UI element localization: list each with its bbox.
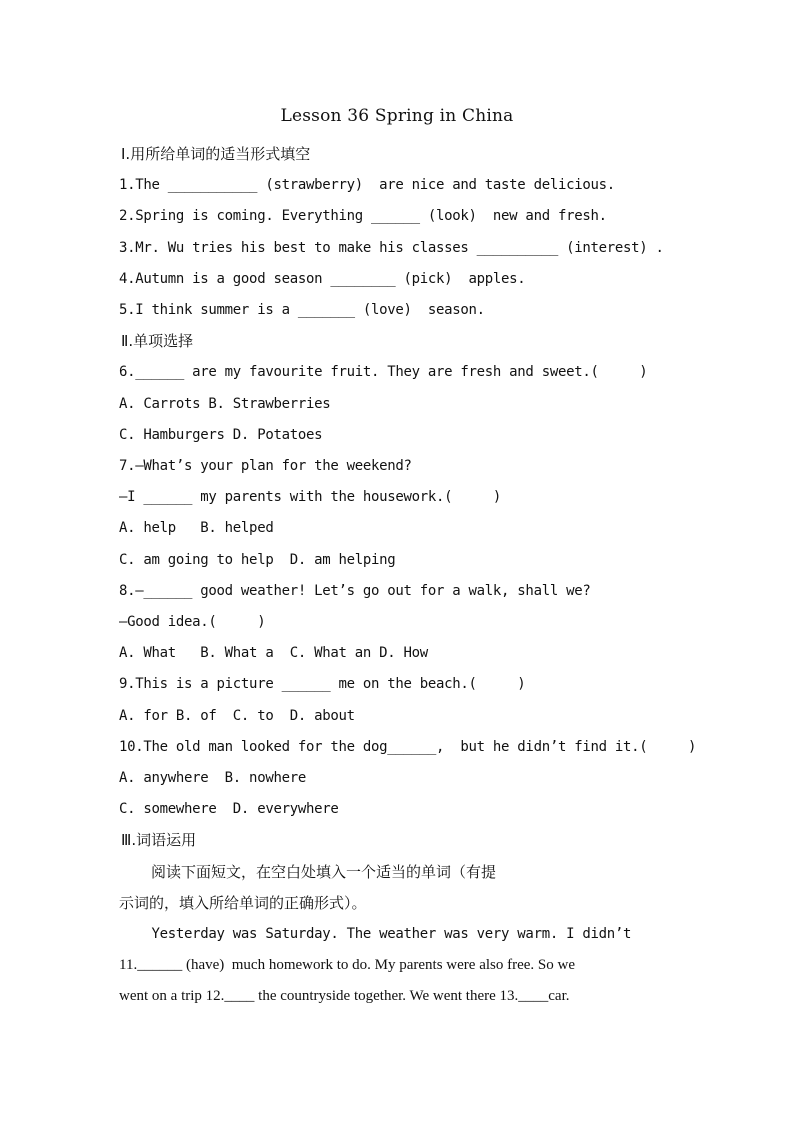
question-7-prompt: 7.—What’s your plan for the weekend?	[119, 458, 412, 474]
page-title: Lesson 36 Spring in China	[280, 106, 514, 126]
question-6: 6.______ are my favourite fruit. They are fresh and sweet.( )	[119, 364, 648, 380]
question-9: 9.This is a picture ______ me on the beach.( )	[119, 676, 526, 692]
question-10-options-ab: A. anywhere B. nowhere	[119, 770, 306, 786]
section-3-instruction-line-1: 阅读下面短文，在空白处填入一个适当的单词（有提	[151, 863, 497, 881]
question-8-response: —Good idea.( )	[119, 614, 266, 630]
section-3-heading: Ⅲ.词语运用	[121, 831, 197, 849]
question-7-options-cd: C. am going to help D. am helping	[119, 552, 396, 568]
passage-line-1: Yesterday was Saturday. The weather was very warm. I didn’t	[119, 926, 632, 942]
passage-line-2: 11.______ (have) much homework to do. My parents were also free. So we	[119, 957, 575, 973]
question-6-options-cd: C. Hamburgers D. Potatoes	[119, 427, 323, 443]
question-8-options: A. What B. What a C. What an D. How	[119, 645, 428, 661]
question-10: 10.The old man looked for the dog______, but he didn’t find it.( )	[119, 739, 697, 755]
fill-blank-item-2: 2.Spring is coming. Everything ______ (look) new and fresh.	[119, 208, 607, 224]
section-1-heading: Ⅰ.用所给单词的适当形式填空	[121, 145, 311, 163]
fill-blank-item-4: 4.Autumn is a good season ________ (pick) apples.	[119, 271, 526, 287]
question-8-prompt: 8.—______ good weather! Let’s go out for a walk, shall we?	[119, 583, 591, 599]
question-6-options-ab: A. Carrots B. Strawberries	[119, 396, 331, 412]
question-9-options: A. for B. of C. to D. about	[119, 708, 355, 724]
fill-blank-item-1: 1.The ___________ (strawberry) are nice and taste delicious.	[119, 177, 615, 193]
fill-blank-item-3: 3.Mr. Wu tries his best to make his classes __________ (interest) .	[119, 240, 664, 256]
section-3-instruction-line-2: 示词的，填入所给单词的正确形式）。	[119, 894, 367, 912]
passage-line-3: went on a trip 12.____ the countryside together. We went there 13.____car.	[119, 988, 570, 1004]
question-7-options-ab: A. help B. helped	[119, 520, 274, 536]
section-2-heading: Ⅱ.单项选择	[121, 332, 194, 350]
fill-blank-item-5: 5.I think summer is a _______ (love) season.	[119, 302, 485, 318]
question-10-options-cd: C. somewhere D. everywhere	[119, 801, 339, 817]
question-7-response: —I ______ my parents with the housework.( )	[119, 489, 502, 505]
